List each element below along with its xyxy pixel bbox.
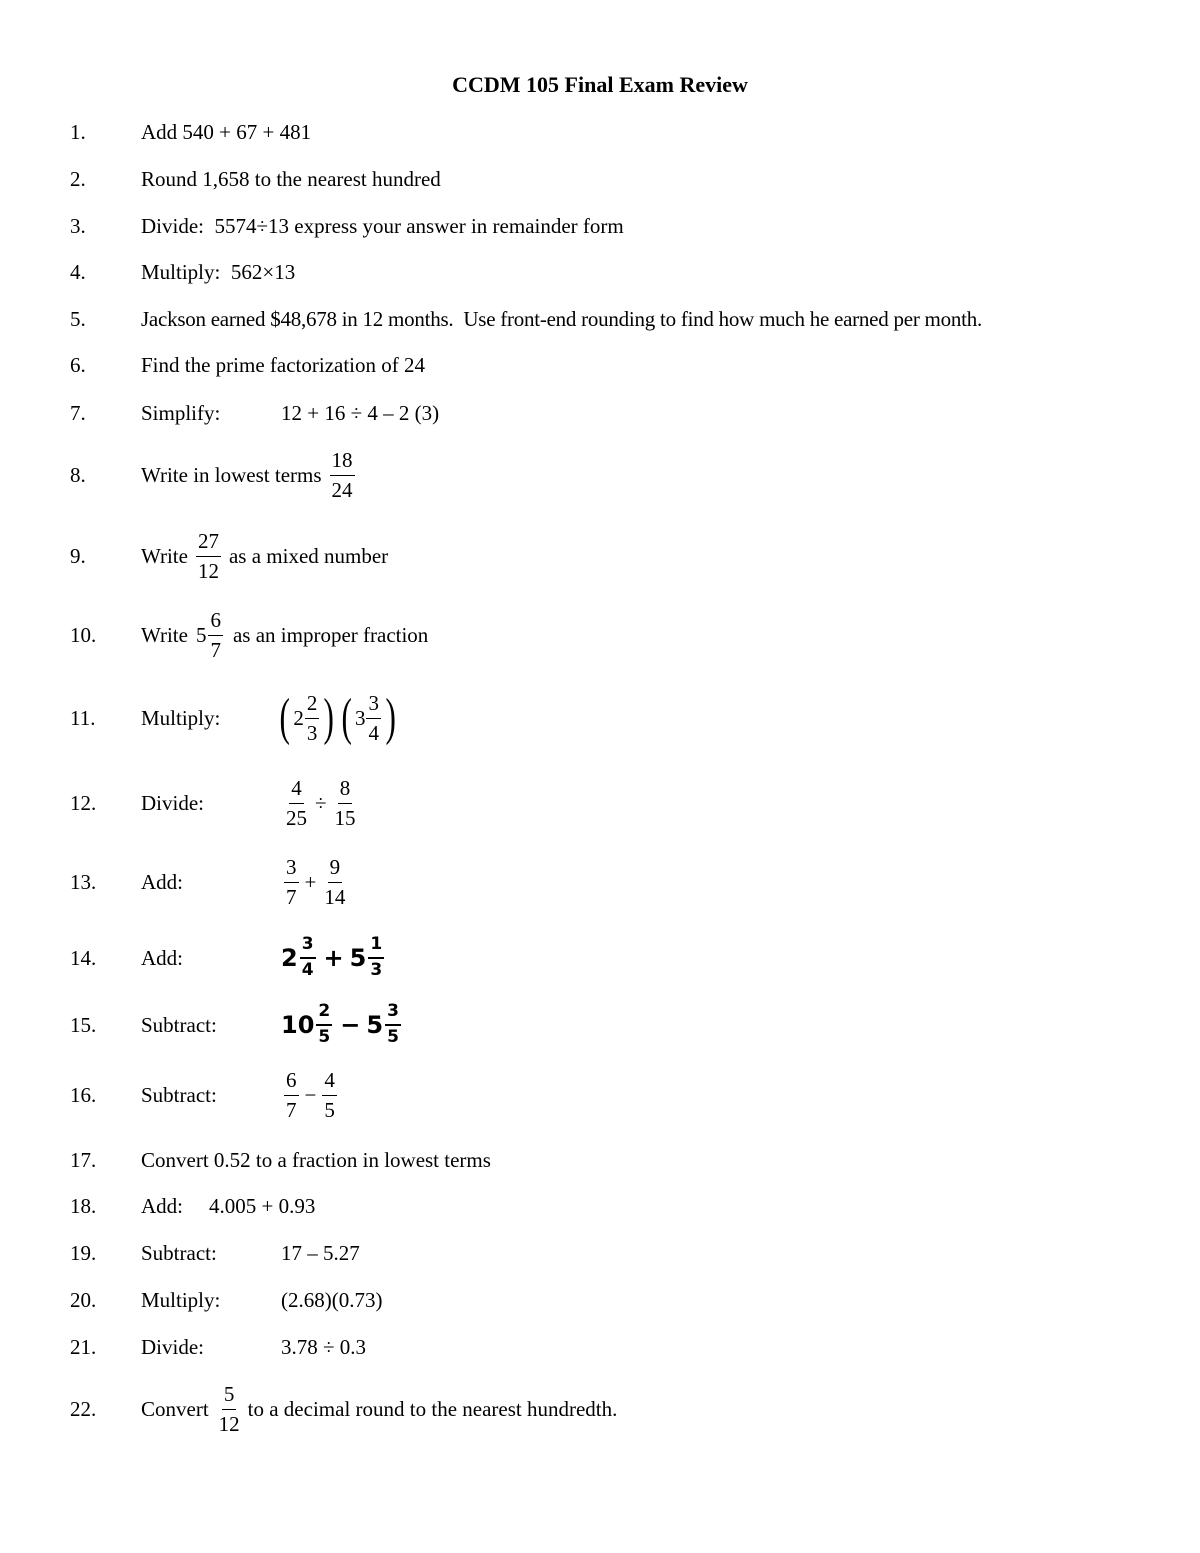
whole-part: 10 <box>281 1011 315 1039</box>
math-expression <box>281 776 361 829</box>
math-expression <box>281 935 386 980</box>
operator: − <box>304 1082 317 1107</box>
question-10 <box>0 608 1200 662</box>
question-6 <box>0 350 1200 380</box>
operator: + <box>323 944 344 972</box>
question-18 <box>0 1191 1200 1221</box>
question-number: 2. <box>70 166 86 191</box>
question-number: 22. <box>70 1396 97 1421</box>
fraction <box>330 448 355 501</box>
math-expression: 3.78 ÷ 0.3 <box>281 1334 367 1359</box>
numerator: 3 <box>385 1002 401 1026</box>
left-paren: ( <box>279 689 290 746</box>
question-number: 17. <box>70 1147 97 1172</box>
numerator: 3 <box>300 935 316 959</box>
denominator: 7 <box>210 637 221 662</box>
question-text: Add 540 + 67 + 481 <box>141 119 312 144</box>
question-number: 20. <box>70 1287 97 1312</box>
numerator: 6 <box>208 608 223 635</box>
operator: + <box>304 869 317 894</box>
question-label: Divide: <box>141 1334 204 1359</box>
numerator: 9 <box>328 855 343 882</box>
numerator: 5 <box>222 1382 237 1409</box>
math-expression: (2.68)(0.73) <box>281 1287 383 1312</box>
question-label: Add: <box>141 945 183 970</box>
question-label: Subtract: <box>141 1012 217 1037</box>
fraction <box>284 776 309 829</box>
question-7 <box>0 398 1200 428</box>
fraction <box>284 1068 299 1121</box>
question-number: 19. <box>70 1240 97 1265</box>
denominator: 3 <box>370 960 383 980</box>
question-number: 1. <box>70 119 86 144</box>
page-title: CCDM 105 Final Exam Review <box>452 72 748 97</box>
denominator: 4 <box>301 960 314 980</box>
question-number: 16. <box>70 1082 97 1107</box>
whole-part: 5 <box>366 1011 384 1039</box>
question-text: Convert 0.52 to a fraction in lowest terms <box>141 1147 491 1172</box>
question-number: 18. <box>70 1193 97 1218</box>
question-label: Write <box>141 622 188 647</box>
question-text: Jackson earned $48,678 in 12 months. Use front-end rounding to find how much he earned per month. <box>141 306 982 331</box>
whole-part: 2 <box>281 944 298 972</box>
whole-part: 3 <box>354 705 366 730</box>
question-label: Multiply: <box>141 1287 221 1312</box>
math-expression <box>281 855 350 908</box>
numerator: 4 <box>322 1068 337 1095</box>
whole-part: 5 <box>195 622 207 647</box>
question-text: Round 1,658 to the nearest hundred <box>141 166 441 191</box>
denominator: 7 <box>286 884 297 909</box>
question-number: 12. <box>70 790 97 815</box>
math-expression: 17 – 5.27 <box>281 1240 360 1265</box>
question-label: Divide: <box>141 790 204 815</box>
question-label: Write in lowest terms <box>141 462 322 487</box>
fraction <box>333 776 358 829</box>
denominator: 4 <box>368 720 379 745</box>
question-17 <box>0 1145 1200 1175</box>
math-expression: 4.005 + 0.93 <box>209 1193 316 1218</box>
fraction <box>322 1068 337 1121</box>
question-label: Subtract: <box>141 1240 217 1265</box>
question-1 <box>0 117 1200 147</box>
question-16 <box>0 1068 1200 1122</box>
fraction <box>305 691 320 744</box>
numerator: 3 <box>366 691 381 718</box>
fraction <box>284 855 299 908</box>
question-label: Convert <box>141 1396 209 1421</box>
denominator: 5 <box>318 1027 331 1047</box>
question-number: 8. <box>70 462 86 487</box>
denominator: 24 <box>331 477 353 502</box>
math-expression <box>276 691 399 744</box>
operator: ÷ <box>315 790 327 815</box>
question-label: Simplify: <box>141 400 221 425</box>
denominator: 14 <box>324 884 346 909</box>
question-text: as an improper fraction <box>232 622 429 647</box>
numerator: 2 <box>305 691 320 718</box>
question-number: 15. <box>70 1012 97 1037</box>
question-4 <box>0 257 1200 287</box>
question-label: Subtract: <box>141 1082 217 1107</box>
numerator: 2 <box>316 1002 332 1026</box>
math-expression <box>281 1068 340 1121</box>
question-number: 7. <box>70 400 86 425</box>
question-20 <box>0 1285 1200 1315</box>
question-number: 3. <box>70 213 86 238</box>
question-13 <box>0 855 1200 909</box>
question-15 <box>0 1001 1200 1047</box>
numerator: 1 <box>368 935 384 959</box>
question-9 <box>0 529 1200 583</box>
question-11 <box>0 689 1200 746</box>
numerator: 3 <box>284 855 299 882</box>
question-text: Multiply: 562×13 <box>141 259 296 284</box>
question-number: 13. <box>70 869 97 894</box>
fraction <box>300 935 316 980</box>
denominator: 12 <box>197 558 219 583</box>
fraction <box>316 1002 332 1047</box>
question-3 <box>0 211 1200 241</box>
question-2 <box>0 164 1200 194</box>
question-text: as a mixed number <box>228 543 389 568</box>
math-expression: 12 + 16 ÷ 4 – 2 (3) <box>281 400 440 425</box>
numerator: 27 <box>196 529 221 556</box>
question-number: 6. <box>70 352 86 377</box>
question-14 <box>0 934 1200 980</box>
question-5 <box>0 304 1200 334</box>
fraction <box>217 1382 242 1435</box>
denominator: 15 <box>334 805 356 830</box>
numerator: 8 <box>338 776 353 803</box>
question-label: Multiply: <box>141 705 221 730</box>
whole-part: 2 <box>293 705 304 730</box>
question-number: 11. <box>70 705 96 730</box>
denominator: 3 <box>306 720 318 745</box>
fraction <box>368 935 384 980</box>
question-19 <box>0 1238 1200 1268</box>
mixed-number <box>196 608 225 661</box>
question-number: 5. <box>70 306 86 331</box>
fraction <box>366 691 381 744</box>
right-paren: ) <box>323 689 335 746</box>
math-expression <box>281 1002 403 1047</box>
question-label: Add: <box>141 1193 183 1218</box>
question-number: 9. <box>70 543 86 568</box>
question-label: Write <box>141 543 188 568</box>
denominator: 25 <box>286 805 307 830</box>
denominator: 7 <box>286 1097 297 1122</box>
operator: − <box>340 1011 361 1039</box>
question-text: Divide: 5574÷13 express your answer in remainder form <box>141 213 624 238</box>
numerator: 4 <box>289 776 304 803</box>
question-text: to a decimal round to the nearest hundredth. <box>247 1396 618 1421</box>
left-paren: ( <box>341 689 352 746</box>
whole-part: 5 <box>349 944 367 972</box>
numerator: 18 <box>330 448 355 475</box>
question-number: 14. <box>70 945 97 970</box>
right-paren: ) <box>385 689 396 746</box>
denominator: 5 <box>387 1027 399 1047</box>
question-number: 4. <box>70 259 86 284</box>
fraction <box>385 1002 401 1047</box>
question-number: 21. <box>70 1334 97 1359</box>
question-8 <box>0 448 1200 502</box>
question-label: Add: <box>141 869 183 894</box>
denominator: 5 <box>324 1097 335 1122</box>
denominator: 12 <box>218 1411 240 1436</box>
question-12 <box>0 776 1200 830</box>
fraction <box>208 608 223 661</box>
question-text: Find the prime factorization of 24 <box>141 352 426 377</box>
question-number: 10. <box>70 622 97 647</box>
fraction <box>322 855 347 908</box>
numerator: 6 <box>284 1068 299 1095</box>
mixed-number <box>293 691 320 744</box>
fraction <box>196 529 221 582</box>
question-22 <box>0 1382 1200 1436</box>
question-21 <box>0 1332 1200 1362</box>
mixed-number <box>355 691 382 744</box>
